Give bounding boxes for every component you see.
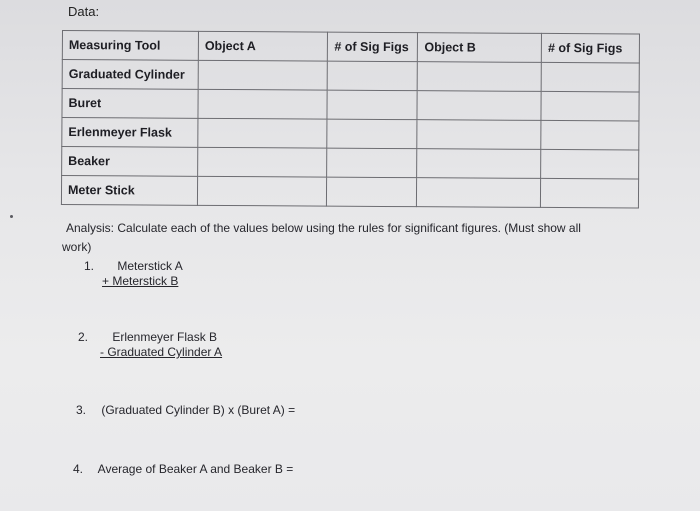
table-cell	[541, 62, 639, 92]
analysis-item-3	[76, 403, 295, 417]
table-row	[62, 60, 639, 93]
table-cell	[327, 148, 417, 178]
item-number: 4.	[73, 462, 84, 476]
analysis-instructions	[62, 219, 602, 257]
table-cell	[541, 120, 639, 150]
item-line: Erlenmeyer Flask B	[112, 330, 218, 344]
analysis-line: work)	[62, 240, 92, 254]
column-header: # of Sig Figs	[541, 33, 639, 63]
table-cell	[198, 60, 328, 90]
pencil-mark	[10, 215, 13, 218]
table-cell	[541, 178, 639, 208]
table-cell	[198, 118, 328, 148]
column-header: Measuring Tool	[62, 31, 198, 61]
column-header: Object A	[198, 31, 328, 61]
data-table	[61, 30, 640, 209]
table-cell	[327, 177, 417, 207]
table-cell	[328, 61, 418, 91]
table-cell	[417, 120, 541, 150]
table-cell	[541, 149, 639, 179]
row-label: Meter Stick	[61, 176, 197, 206]
table-row	[62, 89, 639, 122]
analysis-item-4	[73, 462, 293, 476]
table-row	[61, 176, 638, 209]
table-cell	[327, 119, 417, 149]
item-line: Meterstick A	[117, 259, 183, 273]
analysis-item-1-line2: + Meterstick B	[102, 274, 179, 288]
table-cell	[417, 149, 541, 179]
analysis-item-2	[78, 330, 217, 344]
data-heading: Data:	[68, 4, 100, 19]
table-cell	[418, 62, 542, 92]
analysis-item-2-line2: - Graduated Cylinder A	[100, 345, 223, 359]
row-label: Erlenmeyer Flask	[62, 118, 198, 148]
column-header: # of Sig Figs	[328, 32, 418, 62]
table-cell	[198, 89, 328, 119]
analysis-line: Analysis: Calculate each of the values below using the rules for significant figures. (Must show all	[66, 221, 581, 235]
column-header: Object B	[418, 33, 542, 63]
item-text: Average of Beaker A and Beaker B =	[97, 462, 294, 476]
item-number: 1.	[84, 259, 95, 273]
analysis-item-1	[84, 259, 183, 273]
table-row	[62, 118, 639, 151]
table-cell	[541, 91, 639, 121]
table-cell	[417, 178, 541, 208]
item-text: (Graduated Cylinder B) x (Buret A) =	[101, 403, 296, 417]
row-label: Buret	[62, 89, 198, 119]
row-label: Graduated Cylinder	[62, 60, 198, 90]
item-number: 2.	[78, 330, 89, 344]
table-cell	[197, 176, 327, 206]
item-number: 3.	[76, 403, 87, 417]
table-cell	[327, 90, 417, 120]
table-row	[62, 147, 639, 180]
table-cell	[198, 147, 328, 177]
table-cell	[417, 91, 541, 121]
table-header-row	[62, 31, 639, 64]
row-label: Beaker	[62, 147, 198, 177]
